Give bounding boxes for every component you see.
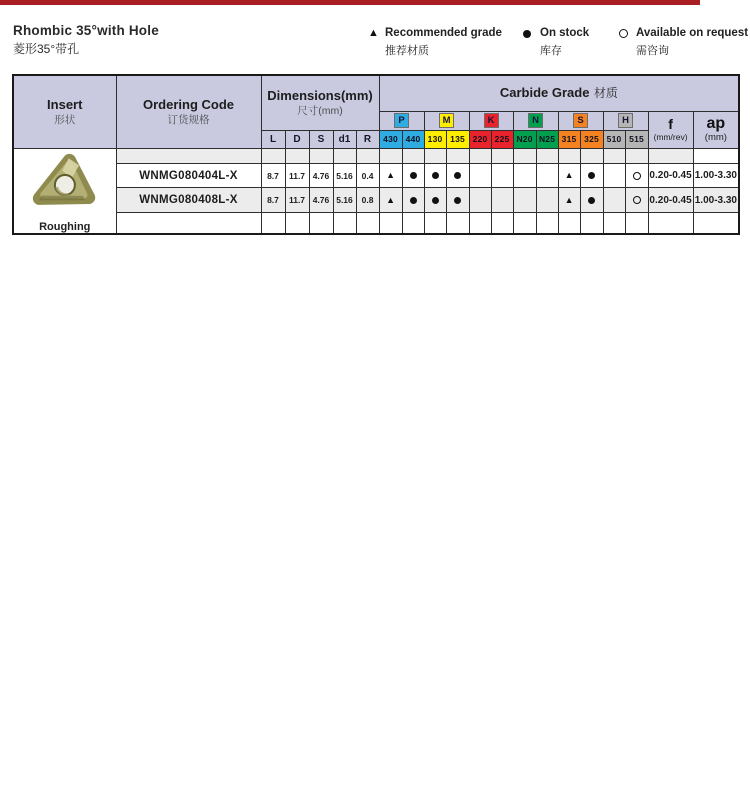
legend-request-cn: 需咨询: [636, 45, 669, 58]
request-mark: [633, 172, 641, 180]
header-dimensions: [261, 75, 379, 130]
grade-letter-S: [558, 111, 603, 130]
grade-col-315: 315: [558, 130, 580, 148]
grade-letter-K: [469, 111, 513, 130]
grade-mark-cell: [379, 164, 402, 188]
header-insert-en: Insert: [47, 96, 83, 112]
legend-on-stock: [523, 27, 589, 58]
grade-col-N25: N25: [536, 130, 558, 148]
legend-request-en: Available on request: [636, 27, 749, 39]
empty-cell: [379, 213, 402, 234]
grade-col-225: 225: [491, 130, 513, 148]
recommended-triangle-icon: ▲: [368, 27, 379, 39]
stock-mark: [410, 197, 417, 204]
dim-col-d1: d1: [333, 130, 356, 148]
dim-value-D: 11.7: [285, 164, 309, 188]
grade-mark-cell: [603, 188, 625, 213]
dim-value-S: 4.76: [309, 188, 333, 213]
spacer-cell: [558, 148, 580, 164]
feed-range-cell: 0.20-0.45: [648, 188, 693, 213]
doc-range-cell: 1.00-3.30: [693, 188, 739, 213]
empty-cell: [558, 213, 580, 234]
grade-mark-cell: [513, 164, 536, 188]
header-carbide-en: Carbide Grade: [499, 85, 590, 101]
grade-badge-H: H: [618, 113, 633, 128]
header-insert-cn: 形状: [54, 114, 76, 127]
empty-cell: [648, 213, 693, 234]
header-carbide-grade: [379, 75, 739, 111]
recommended-mark: ▲: [564, 194, 574, 205]
table-row: [13, 188, 739, 213]
recommended-mark: ▲: [564, 170, 574, 181]
empty-cell: [580, 213, 603, 234]
dim-value-d1: 5.16: [333, 164, 356, 188]
grade-letter-M: [424, 111, 469, 130]
spacer-cell: [309, 148, 333, 164]
page-title: [13, 23, 159, 57]
grade-mark-cell: [424, 188, 446, 213]
grade-letter-P: [379, 111, 424, 130]
dim-value-R: 0.4: [356, 164, 379, 188]
stock-mark: [432, 197, 439, 204]
dim-value-d1: 5.16: [333, 188, 356, 213]
insert-photo: [26, 153, 104, 211]
feed-range-cell: 0.20-0.45: [648, 164, 693, 188]
header-dimensions-en: Dimensions(mm): [267, 87, 373, 103]
dim-value-L: 8.7: [261, 188, 285, 213]
spacer-cell: [580, 148, 603, 164]
dim-col-S: S: [309, 130, 333, 148]
grade-col-135: 135: [446, 130, 469, 148]
grade-mark-cell: [625, 164, 648, 188]
spacer-cell: [285, 148, 309, 164]
grade-badge-K: K: [484, 113, 499, 128]
grade-mark-cell: [469, 188, 491, 213]
grade-mark-cell: [558, 188, 580, 213]
doc-range-cell: 1.00-3.30: [693, 164, 739, 188]
spacer-cell: [469, 148, 491, 164]
empty-bottom-row: [13, 213, 739, 234]
empty-cell: [491, 213, 513, 234]
legend-recommended-cn: 推荐材质: [385, 45, 429, 58]
grade-mark-cell: [625, 188, 648, 213]
grade-mark-cell: [580, 188, 603, 213]
empty-cell: [261, 213, 285, 234]
header-feed-unit: (mm/rev): [653, 132, 688, 143]
grade-badge-S: S: [573, 113, 588, 128]
empty-cell: [285, 213, 309, 234]
empty-cell: [309, 213, 333, 234]
header-feed: [648, 111, 693, 148]
grade-mark-cell: [536, 164, 558, 188]
insert-photo-cell: [13, 148, 116, 234]
spacer-cell: [491, 148, 513, 164]
stock-dot-icon: [523, 27, 537, 38]
stock-mark: [454, 197, 461, 204]
stock-mark: [432, 172, 439, 179]
grade-mark-cell: [402, 164, 424, 188]
insert-spec-table: [12, 74, 740, 235]
grade-col-515: 515: [625, 130, 648, 148]
grade-mark-cell: [491, 164, 513, 188]
grade-col-N20: N20: [513, 130, 536, 148]
grade-col-325: 325: [580, 130, 603, 148]
grade-mark-cell: [446, 164, 469, 188]
header-insert: [13, 75, 116, 148]
grade-badge-P: P: [394, 113, 409, 128]
grade-col-430: 430: [379, 130, 402, 148]
empty-cell: [603, 213, 625, 234]
grade-mark-cell: [536, 188, 558, 213]
header-doc-label: ap: [706, 115, 726, 133]
empty-cell: [536, 213, 558, 234]
spacer-cell: [536, 148, 558, 164]
dim-value-L: 8.7: [261, 164, 285, 188]
empty-cell: [402, 213, 424, 234]
spacer-cell: [379, 148, 402, 164]
spacer-cell: [603, 148, 625, 164]
header-carbide-cn: 材质: [593, 86, 618, 101]
empty-cell: [513, 213, 536, 234]
header-ordering-en: Ordering Code: [142, 96, 234, 112]
grade-letter-H: [603, 111, 648, 130]
grade-mark-cell: [424, 164, 446, 188]
dim-value-S: 4.76: [309, 164, 333, 188]
grade-mark-cell: [580, 164, 603, 188]
grade-col-510: 510: [603, 130, 625, 148]
page-title-en: Rhombic 35°with Hole: [13, 23, 159, 38]
header-dimensions-cn: 尺寸(mm): [297, 105, 343, 118]
header-ordering-cn: 订货规格: [167, 114, 210, 127]
stock-mark: [410, 172, 417, 179]
table-row: [13, 164, 739, 188]
ordering-code-cell: WNMG080408L-X: [116, 188, 261, 213]
request-mark: [633, 196, 641, 204]
ordering-code-cell: WNMG080404L-X: [116, 164, 261, 188]
dim-col-D: D: [285, 130, 309, 148]
stock-mark: [588, 197, 595, 204]
empty-cell: [424, 213, 446, 234]
header-doc: [693, 111, 739, 148]
legend-stock-cn: 库存: [540, 45, 562, 58]
spacer-cell: [116, 148, 261, 164]
empty-cell: [446, 213, 469, 234]
recommended-mark: ▲: [386, 170, 396, 181]
grade-mark-cell: [603, 164, 625, 188]
top-accent-rule: [0, 0, 700, 5]
grade-badge-N: N: [528, 113, 543, 128]
grade-mark-cell: [491, 188, 513, 213]
spacer-cell: [333, 148, 356, 164]
legend-on-request: [619, 27, 748, 58]
stock-mark: [454, 172, 461, 179]
legend-recommended-grade: [368, 27, 502, 58]
header-ordering-code: [116, 75, 261, 148]
page-title-cn: 菱形35°带孔: [13, 42, 80, 57]
header-feed-label: f: [668, 116, 673, 133]
spacer-cell: [513, 148, 536, 164]
dim-col-R: R: [356, 130, 379, 148]
dim-value-D: 11.7: [285, 188, 309, 213]
grade-col-440: 440: [402, 130, 424, 148]
empty-cell: [356, 213, 379, 234]
legend-recommended-en: Recommended grade: [385, 27, 502, 39]
empty-cell: [116, 213, 261, 234]
dim-value-R: 0.8: [356, 188, 379, 213]
spacer-cell: [402, 148, 424, 164]
empty-cell: [333, 213, 356, 234]
spacer-cell: [625, 148, 648, 164]
spacer-cell: [261, 148, 285, 164]
grade-mark-cell: [379, 188, 402, 213]
legend-stock-en: On stock: [540, 27, 590, 39]
grade-mark-cell: [558, 164, 580, 188]
grade-badge-M: M: [439, 113, 454, 128]
spacer-row: [13, 148, 739, 164]
spacer-cell: [446, 148, 469, 164]
spacer-cell: [648, 148, 693, 164]
spacer-cell: [424, 148, 446, 164]
stock-mark: [588, 172, 595, 179]
grade-col-130: 130: [424, 130, 446, 148]
grade-mark-cell: [469, 164, 491, 188]
grade-letter-N: [513, 111, 558, 130]
spacer-cell: [356, 148, 379, 164]
request-circle-icon: [619, 27, 633, 38]
empty-cell: [469, 213, 491, 234]
insert-type-label: Roughing: [39, 220, 91, 233]
grade-mark-cell: [402, 188, 424, 213]
grade-mark-cell: [513, 188, 536, 213]
grade-mark-cell: [446, 188, 469, 213]
empty-cell: [625, 213, 648, 234]
grade-col-220: 220: [469, 130, 491, 148]
recommended-mark: ▲: [386, 194, 396, 205]
dim-col-L: L: [261, 130, 285, 148]
header-doc-unit: (mm): [704, 132, 727, 144]
